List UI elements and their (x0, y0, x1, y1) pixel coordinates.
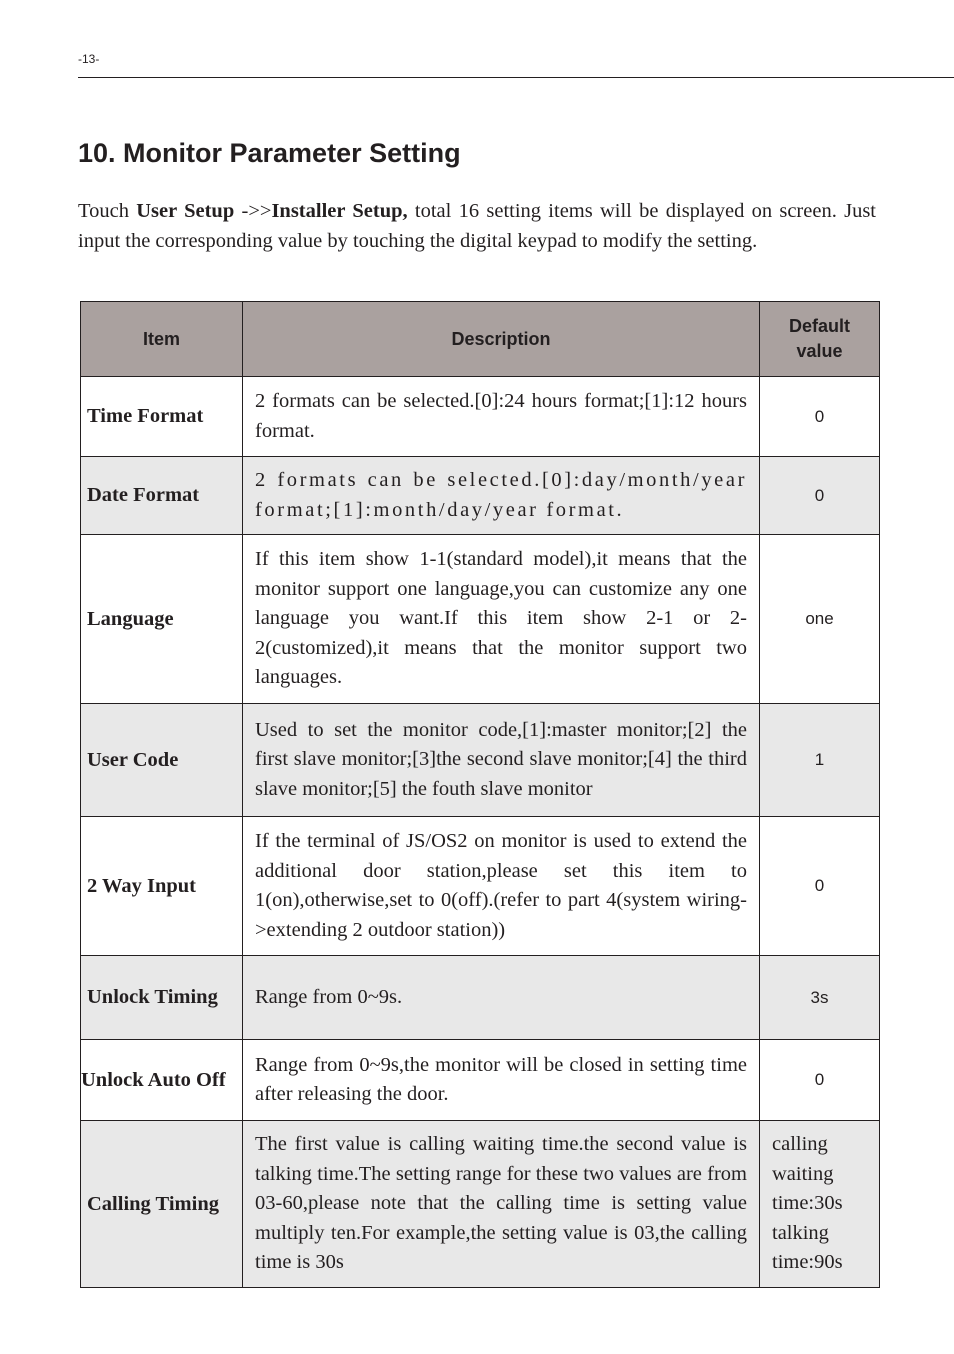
header-default-line2: value (796, 341, 843, 361)
row-description: The first value is calling waiting time.the second value is talking time.The setting range for these two values are from 03-60,please note that the calling time is setting value multiply ten.For example,the setting value is 03,the calling time is 30s (243, 1121, 760, 1288)
row-description: If this item show 1-1(standard model),it means that the monitor support one language,you can customize any one language you want.If this item show 2-1 or 2-2(customized),it means that the monitor support two languages. (243, 535, 760, 704)
header-divider (78, 77, 954, 78)
intro-arrow: ->> (234, 200, 272, 222)
header-description: Description (243, 302, 760, 377)
row-item-label: Calling Timing (81, 1121, 243, 1288)
row-item-label: 2 Way Input (81, 817, 243, 956)
row-default-value: 0 (760, 457, 880, 535)
row-description: 2 formats can be selected.[0]:24 hours format;[1]:12 hours format. (243, 377, 760, 457)
page-number: -13- (78, 52, 100, 66)
table-row (81, 1040, 880, 1121)
row-default-value: 0 (760, 377, 880, 457)
row-description: Used to set the monitor code,[1]:master monitor;[2] the first slave monitor;[3]the second slave monitor;[4] the third slave monitor;[5] the fouth slave monitor (243, 704, 760, 817)
section-title: 10. Monitor Parameter Setting (78, 138, 461, 168)
row-item-label: User Code (81, 704, 243, 817)
table-row (81, 377, 880, 457)
row-description: If the terminal of JS/OS2 on monitor is used to extend the additional door station,please set this item to 1(on),otherwise,set to 0(off).(refer to part 4(system wiring->extending 2 outdoor station)) (243, 817, 760, 956)
row-item-label: Time Format (81, 377, 243, 457)
row-item-label: Unlock Timing (81, 956, 243, 1040)
row-default-value: 3s (760, 956, 880, 1040)
intro-prefix: Touch (78, 200, 137, 222)
row-default-value: 0 (760, 817, 880, 956)
row-description-text: 2 formats can be selected.[0]:day/month/year format;[1]:month/day/year format. (255, 469, 747, 521)
row-default-value: 0 (760, 1040, 880, 1121)
table-row (81, 535, 880, 704)
row-description (243, 457, 760, 535)
row-default-value: calling waiting time:30s talking time:90s (760, 1121, 880, 1288)
header-default-line1: Default (788, 316, 850, 336)
table-row (81, 704, 880, 817)
table-row (81, 1121, 880, 1288)
row-item-label: Date Format (81, 457, 243, 535)
table-row (81, 817, 880, 956)
intro-user-setup: User Setup (136, 200, 235, 222)
row-item-label: Unlock Auto Off (81, 1040, 243, 1121)
header-default-value (760, 302, 880, 377)
intro-installer-setup: Installer Setup, (271, 200, 408, 222)
row-default-value: 1 (760, 704, 880, 817)
parameter-table (80, 301, 880, 1288)
row-default-value: one (760, 535, 880, 704)
intro-rest: total 16 setting items will be displayed on screen. Just input the corresponding value by touching the digital keypad to modify the setting. (78, 200, 877, 252)
table-header-row (81, 302, 880, 377)
header-item: Item (81, 302, 243, 377)
table-row (81, 956, 880, 1040)
row-description: Range from 0~9s,the monitor will be closed in setting time after releasing the door. (243, 1040, 760, 1121)
row-description: Range from 0~9s. (243, 956, 760, 1040)
row-item-label: Language (81, 535, 243, 704)
table-row (81, 457, 880, 535)
intro-paragraph (78, 196, 876, 256)
